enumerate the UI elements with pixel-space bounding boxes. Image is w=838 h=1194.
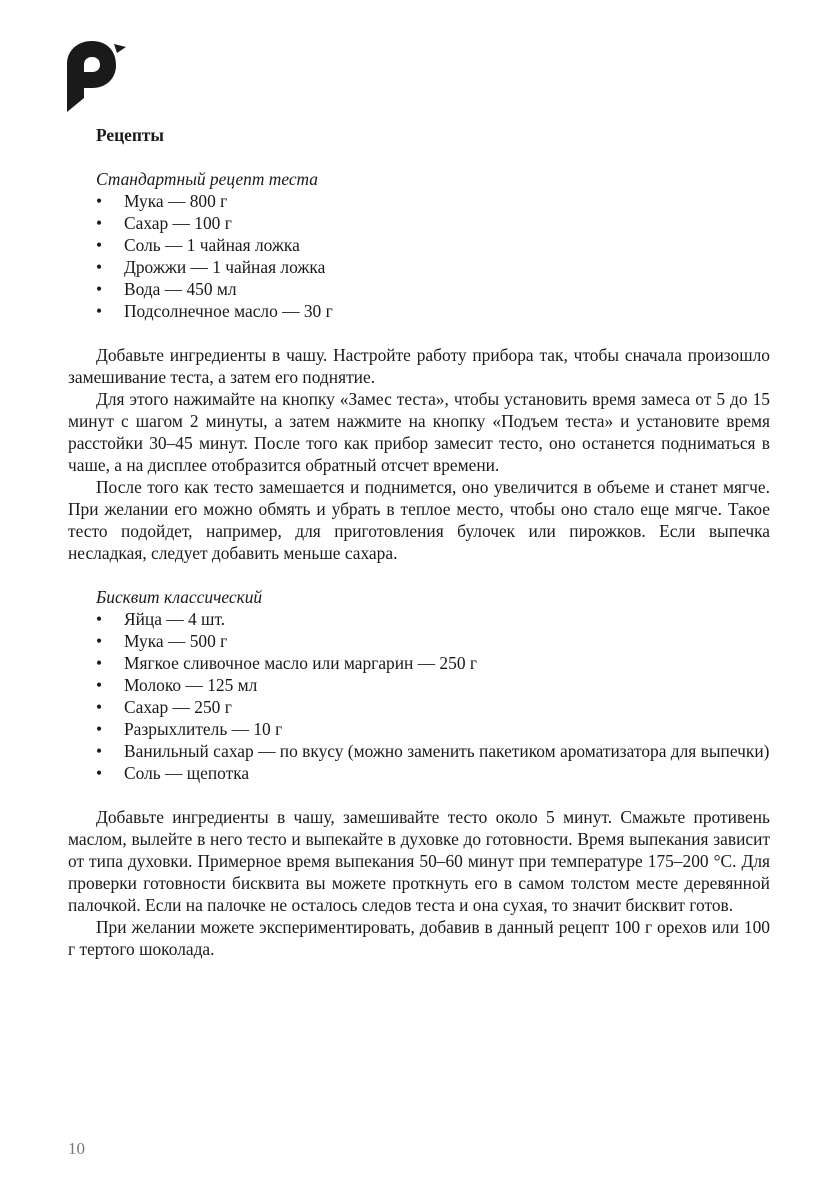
bullet-icon: • — [96, 191, 103, 211]
ingredient-item: • Молоко — 125 мл — [96, 675, 258, 695]
bullet-icon: • — [96, 719, 103, 739]
ingredient-item: • Мука — 800 г — [96, 191, 228, 211]
recipe-1-paragraph: Добавьте ингредиенты в чашу. Настройте работу прибора так, чтобы сначала произошло замешивание теста, а затем его поднятие. — [68, 345, 770, 387]
brand-logo-icon — [64, 38, 128, 114]
ingredient-item: • Мука — 500 г — [96, 631, 228, 651]
recipe-1-ingredients — [68, 190, 770, 322]
bullet-icon: • — [96, 235, 103, 255]
ingredient-item: • Разрыхлитель — 10 г — [96, 719, 283, 739]
document-body — [68, 124, 770, 960]
ingredient-item: • Соль — щепотка — [96, 763, 250, 783]
ingredient-item: • Подсолнечное масло — 30 г — [96, 301, 333, 321]
bullet-icon: • — [96, 213, 103, 233]
ingredient-item: • Ванильный сахар — по вкусу (можно заменить пакетиком ароматизатора для выпечки) — [96, 741, 770, 761]
recipe-1-paragraph: Для этого нажимайте на кнопку «Замес теста», чтобы установить время замеса от 5 до 15 минут с шагом 2 минуты, а затем нажмите на кнопку «Подъем теста» и установите время расстойки 30–45 минут. После того как прибор замесит тесто, оно останется подниматься в чаше, а на дисплее отобразится обратный отсчет времени. — [68, 389, 770, 475]
ingredient-item: • Дрожжи — 1 чайная ложка — [96, 257, 326, 277]
bullet-icon: • — [96, 279, 103, 299]
bullet-icon: • — [96, 697, 103, 717]
recipe-2-name: Бисквит классический — [96, 587, 263, 607]
ingredient-item: • Сахар — 100 г — [96, 213, 232, 233]
bullet-icon: • — [96, 631, 103, 651]
ingredient-item: • Мягкое сливочное масло или маргарин — 250 г — [96, 653, 478, 673]
bullet-icon: • — [96, 675, 103, 695]
bullet-icon: • — [96, 257, 103, 277]
recipe-2-paragraph: При желании можете экспериментировать, добавив в данный рецепт 100 г орехов или 100 г тертого шоколада. — [68, 917, 770, 959]
bullet-icon: • — [96, 301, 103, 321]
bullet-icon: • — [96, 763, 103, 783]
ingredient-item: • Сахар — 250 г — [96, 697, 232, 717]
bullet-icon: • — [96, 653, 103, 673]
page-number: 10 — [68, 1139, 85, 1158]
bullet-icon: • — [96, 741, 103, 761]
bullet-icon: • — [96, 609, 103, 629]
recipe-1-name: Стандартный рецепт теста — [96, 169, 319, 189]
recipe-2-ingredients — [68, 608, 770, 784]
recipe-2-paragraph: Добавьте ингредиенты в чашу, замешивайте тесто около 5 минут. Смажьте противень маслом, вылейте в него тесто и выпекайте в духовке до готовности. Время выпекания зависит от типа духовки. Примерное время выпекания 50–60 минут при температуре 175–200 °C. Для проверки готовности бисквита вы можете проткнуть его в самом толстом месте деревянной палочкой. Если на палочке не осталось следов теста и она сухая, то значит бисквит готов. — [68, 807, 770, 915]
section-title: Рецепты — [96, 125, 164, 145]
recipe-1-paragraph: После того как тесто замешается и поднимется, оно увеличится в объеме и станет мягче. При желании его можно обмять и убрать в теплое место, чтобы оно стало еще мягче. Такое тесто подойдет, например, для приготовления булочек или пирожков. Если выпечка несладкая, следует добавить меньше сахара. — [68, 477, 770, 563]
ingredient-item: • Соль — 1 чайная ложка — [96, 235, 300, 255]
ingredient-item: • Вода — 450 мл — [96, 279, 237, 299]
ingredient-item: • Яйца — 4 шт. — [96, 609, 226, 629]
